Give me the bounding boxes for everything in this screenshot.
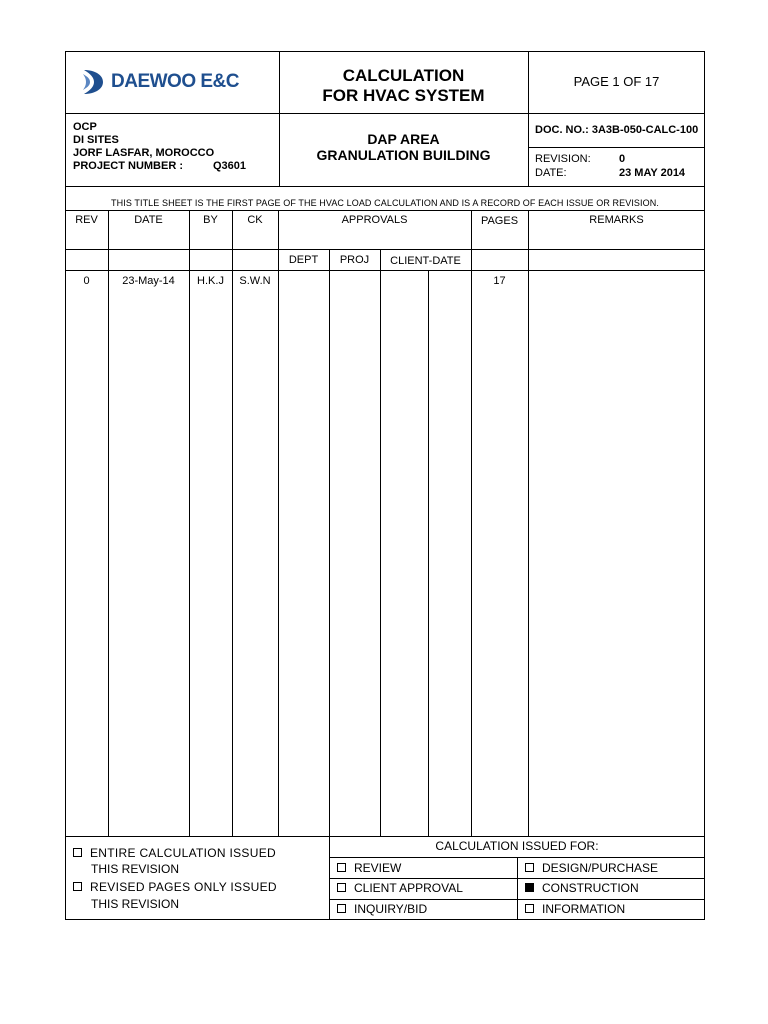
revision-label: REVISION:: [535, 153, 591, 165]
checkbox-revised-icon: [73, 882, 82, 891]
revision-value: 0: [619, 153, 626, 165]
document-title-line2: FOR HVAC SYSTEM: [322, 86, 485, 105]
option-review: [337, 861, 401, 875]
date-value: 23 MAY 2014: [619, 167, 686, 179]
option-construction: [525, 881, 639, 895]
page-number: PAGE 1 OF 17: [573, 74, 660, 89]
option-construction-label: CONSTRUCTION: [542, 881, 639, 895]
option-design-purchase-label: DESIGN/PURCHASE: [542, 861, 659, 875]
col-header-pages: PAGES: [480, 215, 519, 227]
checkbox-construction-checked-icon: [525, 883, 534, 892]
col-header-dept: DEPT: [288, 254, 319, 266]
project-location: JORF LASFAR, MOROCCO: [73, 147, 215, 159]
col-header-client-date: CLIENT-DATE: [390, 255, 461, 267]
checkbox-inquiry-bid-icon: [337, 904, 346, 913]
project-number-value: Q3601: [213, 160, 247, 172]
issue-entire-label: ENTIRE CALCULATION ISSUED: [90, 846, 276, 860]
cell-pages: 17: [493, 275, 506, 287]
col-header-date: DATE: [134, 214, 163, 226]
issue-entire-option: [73, 846, 276, 860]
issue-revised-label: REVISED PAGES ONLY ISSUED: [90, 880, 277, 894]
issue-revised-option: [73, 880, 277, 894]
col-header-remarks: REMARKS: [589, 214, 644, 226]
checkbox-information-icon: [525, 904, 534, 913]
checkbox-entire-icon: [73, 848, 82, 857]
date-label: DATE:: [535, 167, 567, 179]
project-number-label: PROJECT NUMBER :: [73, 160, 184, 172]
cell-rev: 0: [83, 275, 90, 287]
issue-entire-line2: THIS REVISION: [91, 862, 180, 876]
title-sheet-notice: THIS TITLE SHEET IS THE FIRST PAGE OF THE HVAC LOAD CALCULATION AND IS A RECORD OF EACH ISSUE OR REVISION.: [111, 198, 659, 208]
cell-date: 23-May-14: [122, 275, 175, 287]
col-header-proj: PROJ: [339, 254, 370, 266]
option-design-purchase: [525, 861, 658, 875]
issued-for-heading: CALCULATION ISSUED FOR:: [435, 839, 599, 853]
option-review-label: REVIEW: [354, 861, 402, 875]
checkbox-review-icon: [337, 863, 346, 872]
cell-by: H.K.J: [197, 275, 224, 287]
col-header-by: BY: [203, 214, 218, 226]
company-logo: [81, 68, 271, 98]
project-site: DI SITES: [73, 134, 119, 146]
checkbox-design-purchase-icon: [525, 863, 534, 872]
checkbox-client-approval-icon: [337, 883, 346, 892]
subject-line2: GRANULATION BUILDING: [316, 147, 491, 163]
col-header-approvals: APPROVALS: [341, 214, 408, 226]
option-information-label: INFORMATION: [542, 902, 626, 916]
option-information: [525, 902, 625, 916]
cell-ck: S.W.N: [239, 275, 271, 287]
company-name: DAEWOO E&C: [111, 71, 239, 92]
issue-revised-line2: THIS REVISION: [91, 897, 180, 911]
subject-line1: DAP AREA: [367, 131, 440, 147]
option-inquiry-bid-label: INQUIRY/BID: [354, 902, 428, 916]
daewoo-logo-icon: [81, 68, 107, 96]
project-client: OCP: [73, 121, 97, 133]
col-header-ck: CK: [247, 214, 263, 226]
document-title-line1: CALCULATION: [342, 66, 465, 85]
option-inquiry-bid: [337, 902, 427, 916]
option-client-approval-label: CLIENT APPROVAL: [354, 881, 463, 895]
col-header-rev: REV: [75, 214, 98, 226]
doc-number: DOC. NO.: 3A3B-050-CALC-100: [535, 124, 699, 136]
option-client-approval: [337, 881, 463, 895]
